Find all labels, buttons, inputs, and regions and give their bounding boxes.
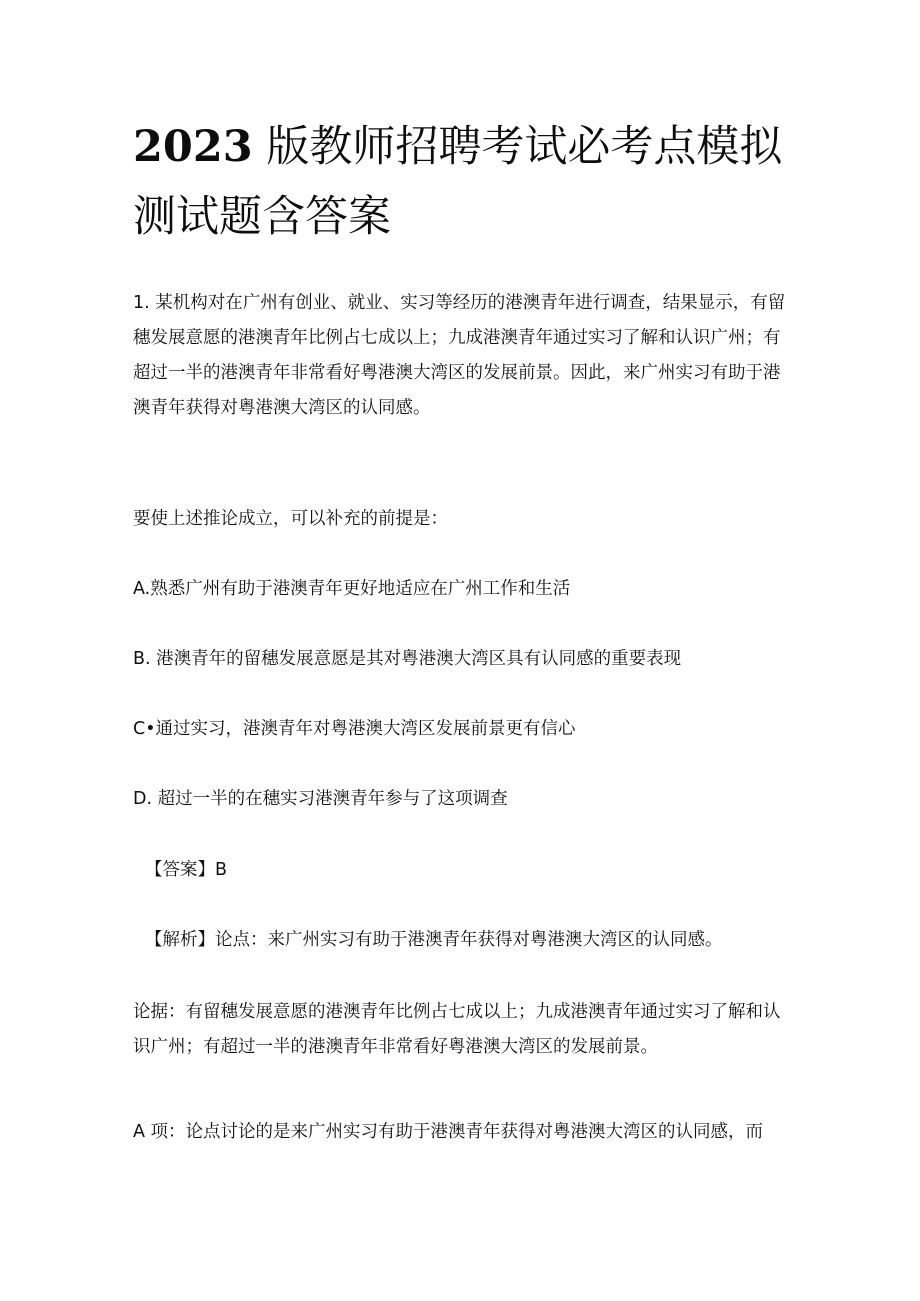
question-prompt: 要使上述推论成立，可以补充的前提是： bbox=[133, 509, 448, 529]
answer-line: 【答案】B bbox=[145, 860, 228, 880]
question-stem: 1. 某机构对在广州有创业、就业、实习等经历的港澳青年进行调查，结果显示，有留穗发展意愿的港澳青年比例占七成以上；九成港澳青年通过实习了解和认识广州；有超过一半的港澳青年非常看好粤港澳大湾区的发展前景。因此，来广州实习有助于港澳青年获得对粤港澳大湾区的认同感。 bbox=[133, 293, 786, 418]
option-b: B. 港澳青年的留穗发展意愿是其对粤港澳大湾区具有认同感的重要表现 bbox=[133, 649, 682, 669]
option-d: D. 超过一半的在穗实习港澳青年参与了这项调查 bbox=[133, 789, 508, 809]
page-title bbox=[133, 112, 793, 252]
option-a: A.熟悉广州有助于港澳青年更好地适应在广州工作和生活 bbox=[133, 579, 571, 599]
evidence-paragraph: 论据：有留穗发展意愿的港澳青年比例占七成以上；九成港澳青年通过实习了解和认识广州；有超过一半的港澳青年非常看好粤港澳大湾区的发展前景。 bbox=[133, 1002, 781, 1057]
title-year: 2023 bbox=[133, 122, 253, 172]
title-text: 版教师招聘考试必考点模拟测试题含答案 bbox=[133, 122, 783, 242]
option-c: C•通过实习，港澳青年对粤港澳大湾区发展前景更有信心 bbox=[133, 719, 576, 739]
analysis-line: 【解析】论点：来广州实习有助于港澳青年获得对粤港澳大湾区的认同感。 bbox=[145, 930, 723, 950]
item-a-explanation: A 项：论点讨论的是来广州实习有助于港澳青年获得对粤港澳大湾区的认同感，而 bbox=[133, 1122, 764, 1142]
